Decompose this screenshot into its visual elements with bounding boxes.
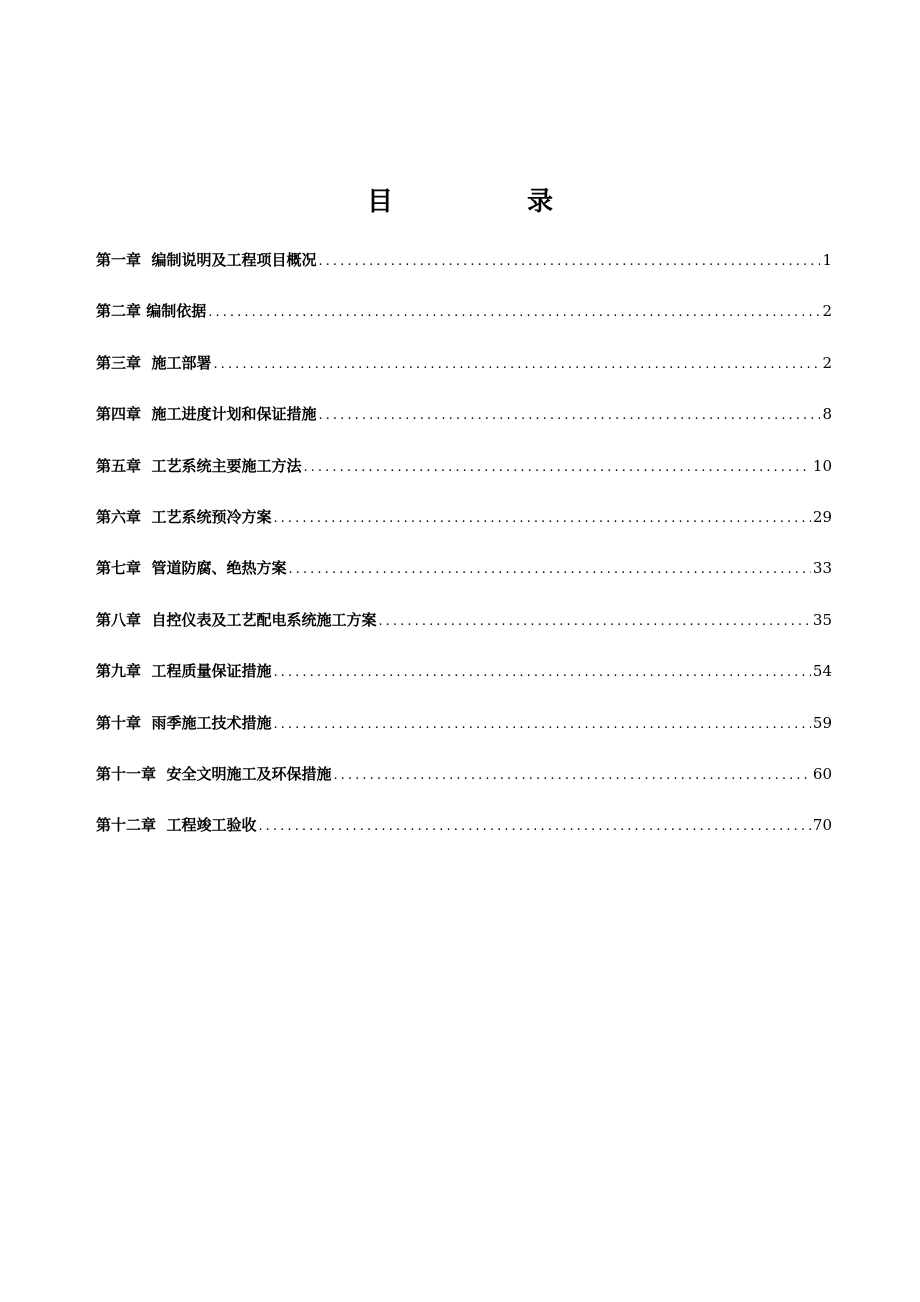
toc-chapter-title: 第九章 工程质量保证措施 [96,662,272,681]
toc-entry[interactable] [96,763,832,814]
toc-dot-leader [213,354,820,376]
toc-entry[interactable] [96,712,832,763]
toc-page-number: 8 [822,405,832,424]
toc-chapter-title: 第八章 自控仪表及工艺配电系统施工方案 [96,610,377,629]
toc-dot-leader [318,251,820,273]
toc-page-number: 29 [812,507,832,526]
toc-entry[interactable] [96,506,832,557]
toc-entry[interactable] [96,814,832,865]
toc-entry[interactable] [96,403,832,454]
toc-page-number: 70 [812,816,832,835]
toc-page-number: 10 [812,456,832,475]
toc-entry[interactable] [96,455,832,506]
toc-page-number: 54 [812,662,832,681]
toc-chapter-title: 第三章 施工部署 [96,353,212,372]
toc-entry[interactable] [96,249,832,300]
toc-chapter-title: 第七章 管道防腐、绝热方案 [96,559,287,578]
toc-entry[interactable] [96,609,832,660]
toc-chapter-title: 第一章 编制说明及工程项目概况 [96,251,317,269]
toc-page-number: 60 [812,764,832,783]
toc-chapter-title: 第十章 雨季施工技术措施 [96,713,272,732]
toc-chapter-title: 第五章 工艺系统主要施工方法 [96,456,302,475]
toc-dot-leader [303,457,810,479]
toc-dot-leader [318,405,820,427]
toc-dot-leader [273,662,810,684]
toc-entry[interactable] [96,352,832,403]
toc-page-number: 59 [812,713,832,732]
toc-dot-leader [333,765,810,787]
toc-chapter-title: 第四章 施工进度计划和保证措施 [96,405,317,424]
toc-dot-leader [273,508,810,530]
table-of-contents [96,249,832,866]
toc-page-number: 35 [812,610,832,629]
toc-page-number: 2 [822,353,832,372]
toc-dot-leader [378,611,810,633]
toc-chapter-title: 第十一章 安全文明施工及环保措施 [96,764,332,783]
toc-entry[interactable] [96,660,832,711]
toc-dot-leader [288,559,810,581]
toc-dot-leader [273,714,810,736]
toc-entry[interactable] [96,300,832,351]
toc-chapter-title: 第十二章 工程竣工验收 [96,816,257,835]
toc-page-number: 2 [822,302,832,321]
toc-entry[interactable] [96,557,832,608]
toc-page-number: 1 [822,251,832,269]
toc-chapter-title: 第二章 编制依据 [96,302,207,321]
toc-page-number: 33 [812,559,832,578]
toc-dot-leader [258,816,810,838]
toc-dot-leader [208,302,820,324]
toc-chapter-title: 第六章 工艺系统预冷方案 [96,507,272,526]
page-title: 目 录 [366,187,607,218]
